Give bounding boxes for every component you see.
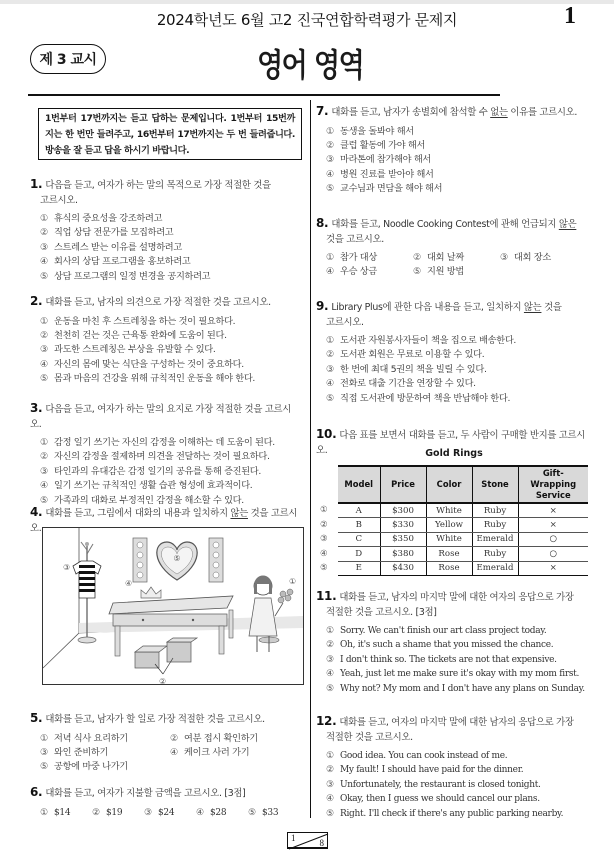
cell-model: A — [338, 503, 380, 518]
option-4[interactable]: ④ 우승 상금 — [326, 266, 377, 278]
question-6 — [30, 785, 310, 820]
option-4[interactable]: ④ 병원 진료를 받아야 해서 — [326, 168, 434, 180]
question-7-prompt: 7. 대화를 듣고, 남자가 송별회에 참석할 수 없는 이유를 고르시오. — [316, 104, 578, 118]
question-3-prompt: 3. 다음을 듣고, 여자가 하는 말의 요지로 가장 적절한 것을 고르시오. — [30, 401, 292, 430]
option-1[interactable]: ① Good idea. You can cook instead of me. — [326, 751, 508, 761]
option-4[interactable]: ④ 회사의 상담 프로그램을 홍보하려고 — [40, 256, 191, 268]
question-2 — [30, 294, 302, 387]
option-1[interactable]: ① 참가 대상 — [326, 252, 377, 263]
option-1[interactable]: ① Sorry. We can't finish our art class project today. — [326, 626, 547, 636]
option-2[interactable]: ② 자신의 감정을 절제하며 의견을 전달하는 것이 필요하다. — [40, 451, 270, 463]
question-12-prompt: 12. 대화를 듣고, 여자의 마지막 말에 대한 남자의 응답으로 가장 적절한 것을 고르시오. — [316, 714, 574, 743]
cell-color: Rose — [426, 547, 472, 562]
cell-color: White — [426, 503, 472, 518]
option-5[interactable]: ⑤ 몸과 마음의 건강을 위해 규칙적인 운동을 해야 한다. — [40, 373, 256, 385]
option-3[interactable]: ③ I don't think so. The tickets are not that expensive. — [326, 654, 557, 665]
gold-rings-table — [318, 465, 588, 576]
question-7-options — [316, 125, 592, 197]
option-2[interactable]: ② 도서관 회원은 무료로 이용할 수 있다. — [326, 349, 485, 361]
page-number: 1 — [564, 3, 576, 29]
question-12-options — [316, 749, 592, 821]
option-4[interactable]: ④ 자신의 몸에 맞는 식단을 구성하는 것이 중요하다. — [40, 358, 244, 370]
cell-price: $430 — [380, 561, 426, 576]
question-number: 2. — [30, 294, 43, 308]
question-2-options — [30, 315, 302, 387]
question-number: 12. — [316, 714, 337, 728]
question-8-prompt: 8. 대화를 듣고, Noodle Cooking Contest에 관해 언급되지 않은 것을 고르시오. — [316, 216, 577, 245]
cell-price: $350 — [380, 532, 426, 547]
cell-stone: Ruby — [472, 518, 518, 533]
question-number: 11. — [316, 589, 337, 603]
cell-model: E — [338, 561, 380, 576]
figure-label-2: ② — [159, 677, 167, 685]
figure-label-4: ④ — [125, 579, 133, 588]
row-mark: ① — [320, 505, 328, 516]
option-4[interactable]: ④ 전화로 대출 기간을 연장할 수 있다. — [326, 378, 476, 390]
question-4-prompt: 4. 대화를 듣고, 그림에서 대화의 내용과 일치하지 않는 것을 고르시오. — [30, 505, 298, 534]
period-badge-label: 제 3 교시 — [39, 52, 97, 68]
cell-gift-wrapping: × — [518, 561, 588, 576]
cell-color: Rose — [426, 561, 472, 576]
cell-gift-wrapping: × — [518, 518, 588, 533]
option-3[interactable]: ③ Unfortunately, the restaurant is closed tonight. — [326, 779, 541, 790]
question-11-prompt: 11. 대화를 듣고, 남자의 마지막 말에 대한 여자의 응답으로 가장 적절한 것을 고르시오. [3점] — [316, 589, 574, 618]
column-header-gift-wrapping: Gift-Wrapping Service — [518, 466, 588, 503]
listening-notice: 1번부터 17번까지는 듣고 답하는 문제입니다. 1번부터 15번까지는 한 번만 들려주고, 16번부터 17번까지는 두 번 들려줍니다. 방송을 잘 듣고 답을 하시기 바랍니다. — [38, 108, 302, 160]
question-3-options — [30, 436, 302, 508]
question-number: 6. — [30, 785, 43, 799]
option-2[interactable]: ② 천천히 걷는 것은 근육통 완화에 도움이 된다. — [40, 329, 227, 341]
option-1[interactable]: ① $14 — [40, 807, 71, 818]
row-mark: ④ — [320, 548, 328, 559]
cell-gift-wrapping: ○ — [518, 532, 588, 547]
cell-stone: Emerald — [472, 532, 518, 547]
column-header-model: Model — [338, 466, 380, 503]
cell-price: $300 — [380, 503, 426, 518]
option-2[interactable]: ② 직업 상담 전문가를 모집하려고 — [40, 227, 174, 239]
question-12 — [316, 714, 592, 821]
table-title: Gold Rings — [425, 448, 483, 459]
option-2[interactable]: ② $19 — [92, 807, 123, 818]
column-header-price: Price — [380, 466, 426, 503]
option-3[interactable]: ③ 대회 장소 — [500, 252, 551, 263]
cell-model: C — [338, 532, 380, 547]
table-row[interactable] — [318, 532, 588, 547]
exam-title: 2024학년도 6월 고2 진국연합학력평가 문제지 — [156, 11, 458, 29]
cell-price: $380 — [380, 547, 426, 562]
question-9 — [316, 299, 592, 406]
table-row[interactable] — [318, 561, 588, 576]
question-9-options — [316, 334, 592, 406]
question-11 — [316, 589, 592, 696]
option-4[interactable]: ④ Okay, then I guess we should cancel our plans. — [326, 794, 540, 805]
question-3 — [30, 401, 302, 508]
page-indicator — [287, 832, 328, 849]
question-number: 1. — [30, 177, 43, 191]
option-1[interactable]: ① 감정 일기 쓰기는 자신의 감정을 이해하는 데 도움이 된다. — [40, 437, 275, 448]
question-5 — [30, 711, 302, 775]
page-current: 1 — [291, 833, 296, 843]
option-4[interactable]: ④ 케이크 사러 가기 — [170, 746, 250, 758]
table-row[interactable] — [318, 503, 588, 518]
option-3[interactable]: ③ 스트레스 받는 이유를 설명하려고 — [40, 241, 182, 253]
option-5[interactable]: ⑤ Why not? My mom and I don't have any plans on Sunday. — [326, 683, 585, 694]
question-8-options — [316, 251, 592, 280]
question-9-prompt: 9. Library Plus에 관한 다음 내용을 듣고, 일치하지 않는 것을 고르시오. — [316, 299, 562, 328]
question-number: 5. — [30, 711, 43, 725]
cell-color: White — [426, 532, 472, 547]
top-shade — [0, 0, 614, 4]
room-scene-illustration — [43, 528, 304, 685]
question-6-options — [30, 806, 310, 820]
figure-label-1: ① — [289, 577, 297, 586]
header-divider — [28, 94, 500, 96]
option-4[interactable]: ④ $28 — [196, 807, 227, 818]
option-1[interactable]: ① 휴식의 중요성을 강조하려고 — [40, 213, 163, 224]
figure-label-5: ⑤ — [173, 554, 181, 563]
option-4[interactable]: ④ Yeah, just let me make sure it's okay with my mom first. — [326, 669, 580, 680]
question-11-options — [316, 624, 592, 696]
option-1[interactable]: ① 동생을 돌봐야 해서 — [326, 125, 414, 137]
page-total: 8 — [319, 838, 324, 848]
cell-stone: Emerald — [472, 561, 518, 576]
question-number: 4. — [30, 505, 43, 519]
cell-price: $330 — [380, 518, 426, 533]
option-5[interactable]: ⑤ 공항에 마중 나가기 — [40, 761, 128, 773]
option-5[interactable]: ⑤ Right. I'll check if there's any public parking nearby. — [326, 808, 564, 819]
question-7 — [316, 104, 592, 197]
question-2-prompt: 2. 대화를 듣고, 남자의 의견으로 가장 적절한 것을 고르시오. — [30, 294, 271, 308]
question-10-prompt: 10. 다음 표를 보면서 대화를 듣고, 두 사람이 구매할 반지를 고르시오. — [316, 427, 586, 456]
question-number: 10. — [316, 427, 337, 441]
cell-color: Yellow — [426, 518, 472, 533]
question-5-prompt: 5. 대화를 듣고, 남자가 할 일로 가장 적절한 것을 고르시오. — [30, 711, 265, 725]
row-mark: ③ — [320, 534, 328, 545]
option-3[interactable]: ③ $24 — [144, 807, 175, 818]
option-3[interactable]: ③ 마라톤에 참가해야 해서 — [326, 154, 431, 166]
option-4[interactable]: ④ 일기 쓰기는 규칙적인 생활 습관 형성에 효과적이다. — [40, 480, 253, 492]
subject-title: 영어 영역 — [256, 46, 364, 84]
option-3[interactable]: ③ 한 번에 최대 5권의 책을 빌릴 수 있다. — [326, 363, 487, 375]
option-3[interactable]: ③ 타인과의 유대감은 감정 일기의 공유를 통해 증진된다. — [40, 465, 261, 477]
table-row[interactable] — [318, 518, 588, 533]
option-5[interactable]: ⑤ 상담 프로그램의 일정 변경을 공지하려고 — [40, 270, 211, 282]
row-mark: ⑤ — [320, 563, 328, 574]
column-header-stone: Stone — [472, 466, 518, 503]
option-2[interactable]: ② 클럽 활동에 가야 해서 — [326, 139, 426, 151]
cell-model: B — [338, 518, 380, 533]
table-row[interactable] — [318, 547, 588, 562]
question-1-prompt: 1. 다음을 듣고, 여자가 하는 말의 목적으로 가장 적절한 것을 고르시오. — [30, 177, 271, 206]
question-6-prompt: 6. 대화를 듣고, 여자가 지불할 금액을 고르시오. [3점] — [30, 785, 246, 799]
option-2[interactable]: ② Oh, it's such a shame that you missed the chance. — [326, 640, 554, 651]
option-5[interactable]: ⑤ 지원 방법 — [413, 266, 464, 278]
question-number: 3. — [30, 401, 43, 415]
period-badge — [30, 44, 106, 74]
question-1 — [30, 177, 302, 284]
option-1[interactable]: ① 도서관 자원봉사자들이 책을 집으로 배송한다. — [326, 335, 517, 346]
table-header-row — [318, 466, 588, 503]
option-3[interactable]: ③ 과도한 스트레칭은 부상을 유발할 수 있다. — [40, 344, 216, 356]
figure-label-3: ③ — [63, 563, 71, 572]
cell-stone: Ruby — [472, 503, 518, 518]
option-2[interactable]: ② 여분 접시 확인하기 — [170, 732, 258, 744]
question-1-options — [30, 212, 302, 284]
column-divider — [310, 100, 311, 818]
option-5[interactable]: ⑤ $33 — [248, 807, 279, 818]
option-1[interactable]: ① 운동을 마친 후 스트레칭을 하는 것이 필요하다. — [40, 315, 236, 327]
cell-gift-wrapping: ○ — [518, 547, 588, 562]
option-1[interactable]: ① 저녁 식사 요리하기 — [40, 732, 128, 744]
question-8 — [316, 216, 592, 280]
question-number: 8. — [316, 216, 329, 230]
option-2[interactable]: ② 대회 날짜 — [413, 252, 464, 263]
cell-model: D — [338, 547, 380, 562]
row-mark: ② — [320, 519, 328, 530]
question-number: 9. — [316, 299, 329, 313]
option-5[interactable]: ⑤ 직접 도서관에 방문하여 책을 반납해야 한다. — [326, 392, 511, 404]
cell-stone: Ruby — [472, 547, 518, 562]
cell-gift-wrapping: × — [518, 503, 588, 518]
question-5-options — [30, 732, 302, 775]
question-4-illustration — [42, 527, 304, 685]
option-5[interactable]: ⑤ 가족과의 대화로 부정적인 감정을 해소할 수 있다. — [40, 494, 244, 506]
column-header-color: Color — [426, 466, 472, 503]
option-3[interactable]: ③ 와인 준비하기 — [40, 746, 109, 758]
option-5[interactable]: ⑤ 교수님과 면담을 해야 해서 — [326, 183, 443, 195]
question-number: 7. — [316, 104, 329, 118]
table-header-spacer — [318, 466, 338, 503]
option-2[interactable]: ② My fault! I should have paid for the dinner. — [326, 765, 524, 776]
